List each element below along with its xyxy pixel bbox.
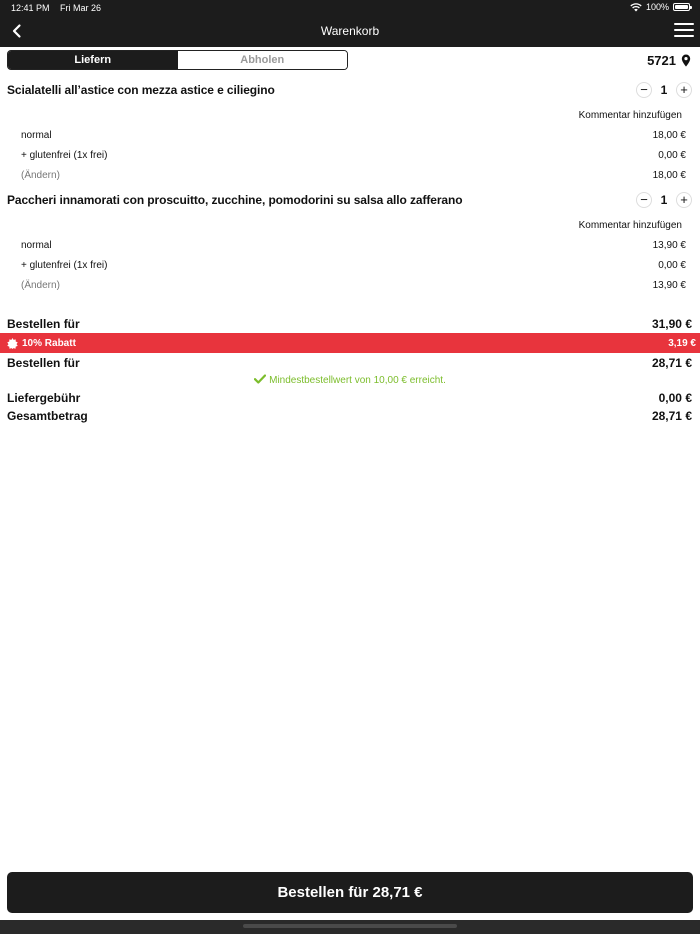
increase-quantity-button[interactable]: + — [676, 192, 692, 208]
add-comment-link[interactable]: Kommentar hinzufügen — [578, 110, 682, 121]
delivery-fee-value: 0,00 € — [658, 391, 692, 405]
tab-deliver[interactable]: Liefern — [8, 51, 178, 69]
add-comment-link[interactable]: Kommentar hinzufügen — [578, 220, 682, 231]
nav-bar — [0, 16, 700, 47]
cart-item-title: Paccheri innamorati con proscuitto, zucchine, pomodorini su salsa allo zafferano — [7, 193, 463, 207]
delivery-mode-toggle — [7, 50, 348, 70]
status-date: Fri Mar 26 — [60, 3, 102, 13]
change-item-link[interactable]: (Ändern) — [21, 170, 60, 181]
quantity-value: 1 — [660, 193, 668, 207]
status-time: 12:41 PM — [11, 3, 50, 13]
list-item — [21, 150, 686, 161]
check-icon — [254, 374, 266, 384]
delivery-fee-row — [7, 391, 692, 405]
list-item — [21, 170, 686, 181]
discount-label: 10% Rabatt — [22, 337, 76, 349]
quantity-stepper — [636, 82, 692, 98]
option-label: + glutenfrei (1x frei) — [21, 150, 108, 161]
cart-item-title: Scialatelli all’astice con mezza astice e ciliegino — [7, 83, 275, 97]
list-item — [21, 130, 686, 141]
subtotal-value: 31,90 € — [651, 317, 692, 331]
page-title: Warenkorb — [320, 24, 380, 38]
discounted-subtotal-value: 28,71 € — [651, 356, 692, 370]
decrease-quantity-button[interactable]: − — [636, 192, 652, 208]
location-code: 5721 — [647, 53, 676, 68]
option-price: 13,90 € — [652, 240, 686, 251]
quantity-value: 1 — [660, 83, 668, 97]
list-item — [21, 240, 686, 251]
discounted-subtotal-row — [7, 356, 692, 370]
battery-percent: 100% — [645, 2, 669, 12]
decrease-quantity-button[interactable]: − — [636, 82, 652, 98]
location-pin-icon — [681, 54, 691, 67]
min-order-text: Mindestbestellwert von 10,00 € erreicht. — [269, 375, 446, 386]
item-total: 13,90 € — [652, 280, 686, 291]
discount-banner — [0, 333, 700, 353]
menu-icon[interactable] — [674, 23, 694, 39]
list-item — [21, 280, 686, 291]
item-total: 18,00 € — [652, 170, 686, 181]
option-label: normal — [21, 130, 52, 141]
wifi-icon — [630, 2, 642, 12]
discount-badge-icon — [7, 338, 18, 349]
option-label: + glutenfrei (1x frei) — [21, 260, 108, 271]
subtotal-row — [7, 317, 692, 331]
quantity-stepper — [636, 192, 692, 208]
list-item — [21, 260, 686, 271]
delivery-fee-label: Liefergebühr — [7, 391, 81, 405]
option-price: 18,00 € — [652, 130, 686, 141]
discount-value: 3,19 € — [668, 337, 696, 349]
battery-icon — [673, 3, 690, 11]
home-indicator[interactable] — [243, 924, 457, 928]
total-value: 28,71 € — [651, 409, 692, 423]
min-order-notice — [0, 374, 700, 386]
option-price: 0,00 € — [658, 260, 686, 271]
total-label: Gesamtbetrag — [7, 409, 88, 423]
location-selector[interactable] — [647, 53, 691, 68]
tab-pickup[interactable]: Abholen — [178, 51, 348, 69]
change-item-link[interactable]: (Ändern) — [21, 280, 60, 291]
increase-quantity-button[interactable]: + — [676, 82, 692, 98]
status-bar — [0, 0, 700, 16]
option-price: 0,00 € — [658, 150, 686, 161]
total-row — [7, 409, 692, 423]
option-label: normal — [21, 240, 52, 251]
subtotal-label: Bestellen für — [7, 317, 80, 331]
place-order-button[interactable]: Bestellen für 28,71 € — [7, 872, 693, 913]
discounted-subtotal-label: Bestellen für — [7, 356, 80, 370]
